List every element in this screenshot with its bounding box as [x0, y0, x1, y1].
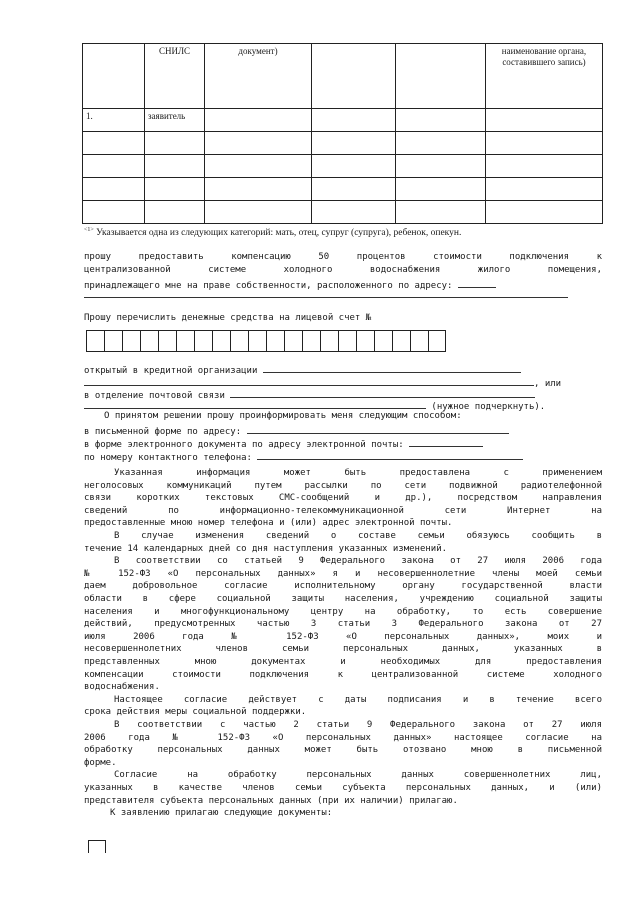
address-field[interactable] — [458, 278, 496, 288]
table-cell[interactable] — [205, 201, 312, 224]
table-cell[interactable] — [486, 109, 603, 132]
table-cell[interactable] — [205, 178, 312, 201]
postal-address-field[interactable] — [247, 424, 509, 434]
table-header-cell: наименование органа, составившего запись) — [486, 44, 603, 109]
account-label: Прошу перечислить денежные средства на лицевой счет № — [84, 313, 372, 323]
notify-written-line — [84, 424, 602, 438]
bank-line — [84, 363, 602, 377]
account-digit-cell[interactable] — [176, 330, 194, 352]
notify-email-line — [84, 437, 602, 451]
post-field-cont[interactable] — [84, 399, 426, 409]
request-line-1: прошу предоставить компенсацию 50 процентов стоимости подключения к — [84, 252, 602, 262]
paragraph-adult-line: представителя субъекта персональных данных (при их наличии) прилагаю. — [84, 795, 458, 806]
account-digit-cell[interactable] — [338, 330, 356, 352]
table-row — [83, 201, 603, 224]
table-cell[interactable] — [396, 132, 486, 155]
footnote-text: Указывается одна из следующих категорий: мать, отец, супруг (супруга), ребенок, опекун. — [96, 228, 462, 239]
or-text: , или — [534, 379, 562, 389]
table-cell[interactable] — [312, 132, 396, 155]
table-cell[interactable] — [486, 201, 603, 224]
paragraph-consent-line: № 152-ФЗ «О персональных данных» я и несовершеннолетние члены моей семьи — [84, 568, 602, 579]
account-digit-cell[interactable] — [122, 330, 140, 352]
paragraph-consent-line: компенсации стоимости подключения к централизованной системе холодного — [84, 669, 602, 680]
table-cell[interactable] — [145, 201, 205, 224]
account-digit-cell[interactable] — [356, 330, 374, 352]
account-digit-cell[interactable] — [374, 330, 392, 352]
paragraph-change-line: течение 14 календарных дней со дня наступления указанных изменений. — [84, 543, 448, 554]
paragraph-consent-line: В соответствии со статьей 9 Федерального закона от 27 июля 2006 года — [114, 556, 602, 567]
notify-phone-label: по номеру контактного телефона: — [84, 453, 252, 463]
table-header-cell — [312, 44, 396, 109]
paragraph-consent-line: населения и многофункциональному центру на обработку, то есть совершение — [84, 606, 602, 617]
table-cell[interactable] — [145, 132, 205, 155]
paragraph-info-line: Указанная информация может быть предоставлена с применением — [114, 468, 602, 478]
table-cell[interactable] — [396, 109, 486, 132]
request-line-3-text: принадлежащего мне на праве собственности, расположенного по адресу: — [84, 281, 453, 291]
table-row — [83, 132, 603, 155]
paragraph-consent-line: действий, предусмотренных частью 3 статьи 3 Федерального закона от 27 — [84, 619, 602, 630]
account-digit-cell[interactable] — [248, 330, 266, 352]
table-cell[interactable] — [145, 155, 205, 178]
account-digit-cell[interactable] — [230, 330, 248, 352]
address-field-line[interactable] — [84, 297, 568, 298]
paragraph-revoke-line: В соответствии с частью 2 статьи 9 Федерального закона от 27 июля — [114, 720, 602, 730]
request-line-3 — [84, 278, 602, 292]
email-field[interactable] — [409, 437, 483, 447]
table-row — [83, 178, 603, 201]
account-digit-cell[interactable] — [194, 330, 212, 352]
paragraph-consent-line: водоснабжения. — [84, 682, 160, 693]
account-digit-cell[interactable] — [104, 330, 122, 352]
notify-email-label: в форме электронного документа по адресу электронной почты: — [84, 440, 404, 450]
table-cell[interactable] — [396, 178, 486, 201]
paragraph-adult-line: Согласие на обработку персональных данных совершеннолетних лиц, — [114, 770, 602, 781]
paragraph-consent-line: июля 2006 года № 152-ФЗ «О персональных данных», моих и — [84, 631, 602, 642]
table-cell[interactable] — [83, 132, 145, 155]
table-cell[interactable] — [312, 109, 396, 132]
notify-phone-line — [84, 450, 602, 464]
paragraph-revoke-line: обработку персональных данных может быть отозвано мною в письменной — [84, 745, 602, 756]
paragraph-change-line: В случае изменения сведений о составе семьи обязуюсь сообщить в — [114, 531, 602, 541]
table-cell[interactable] — [83, 155, 145, 178]
account-digit-cell[interactable] — [86, 330, 104, 352]
table-cell[interactable] — [312, 155, 396, 178]
footnote — [84, 227, 461, 238]
bank-label: открытый в кредитной организации — [84, 366, 258, 376]
account-digit-cell[interactable] — [392, 330, 410, 352]
table-cell[interactable] — [486, 155, 603, 178]
table-header-cell: СНИЛС — [145, 44, 205, 109]
request-line-2: централизованной системе холодного водоснабжения жилого помещения, — [84, 265, 602, 275]
paragraph-validity-line: Настоящее согласие действует с даты подписания и в течение всего — [114, 694, 602, 705]
post-field[interactable] — [230, 388, 535, 398]
account-digit-cell[interactable] — [140, 330, 158, 352]
paragraph-info-line: неголосовых коммуникаций путем рассылки по сети подвижной радиотелефонной — [84, 480, 602, 491]
account-digit-cell[interactable] — [410, 330, 428, 352]
account-digit-cell[interactable] — [212, 330, 230, 352]
paragraph-validity-line: срока действия меры социальной поддержки. — [84, 707, 307, 718]
table-cell[interactable] — [396, 201, 486, 224]
notify-intro: О принятом решении прошу проинформировать меня следующим способом: — [104, 411, 462, 421]
underline-note: (нужное подчеркнуть). — [431, 402, 546, 412]
paragraph-info-line: сведений по информационно-телекоммуникационной сети Интернет на — [84, 505, 602, 516]
paragraph-consent-line: области в сфере социальной защиты населения, учреждению социальной защиты — [84, 594, 602, 604]
table-cell[interactable] — [83, 201, 145, 224]
table-cell[interactable] — [312, 201, 396, 224]
account-digit-cell[interactable] — [302, 330, 320, 352]
attachments-label: К заявлению прилагаю следующие документы: — [110, 808, 333, 819]
table-cell[interactable] — [205, 155, 312, 178]
table-cell[interactable] — [486, 132, 603, 155]
table-header-row — [83, 44, 603, 109]
table-cell[interactable] — [486, 178, 603, 201]
table-cell[interactable] — [396, 155, 486, 178]
table-cell[interactable]: заявитель — [145, 109, 205, 132]
table-header-cell — [83, 44, 145, 109]
phone-field[interactable] — [257, 450, 523, 460]
paragraph-consent-line: несовершеннолетних членов семьи персональных данных, указанных в — [84, 644, 602, 655]
paragraph-consent-line: даем добровольное согласие исполнительному органу государственной власти — [84, 581, 602, 592]
paragraph-info-line: связи коротких текстовых СМС-сообщений и др.), посредством направления — [84, 493, 602, 504]
bank-field[interactable] — [263, 363, 521, 373]
bank-field-cont[interactable] — [84, 376, 534, 386]
table-cell[interactable] — [205, 109, 312, 132]
table-row — [83, 155, 603, 178]
paragraph-revoke-line: форме. — [84, 757, 117, 768]
paragraph-consent-line: представленных мною документах и необходимых для предоставления — [84, 657, 602, 667]
account-digit-cell[interactable] — [284, 330, 302, 352]
account-digit-cell[interactable] — [266, 330, 284, 352]
table-row — [83, 109, 603, 132]
family-members-table — [82, 43, 603, 224]
attachment-checkbox[interactable] — [88, 840, 106, 853]
paragraph-adult-line: указанных в качестве членов семьи субъекта персональных данных, и (или) — [84, 783, 602, 793]
account-digit-cell[interactable] — [158, 330, 176, 352]
account-digit-cell[interactable] — [428, 330, 446, 352]
table-header-cell: документ) — [205, 44, 312, 109]
table-header-cell — [396, 44, 486, 109]
post-label: в отделение почтовой связи — [84, 391, 225, 401]
notify-written-label: в письменной форме по адресу: — [84, 427, 242, 437]
table-cell[interactable] — [205, 132, 312, 155]
account-digit-cell[interactable] — [320, 330, 338, 352]
account-number-cells[interactable] — [86, 330, 446, 352]
paragraph-revoke-line: 2006 года № 152-ФЗ «О персональных данных» настоящее согласие на — [84, 732, 602, 743]
table-cell[interactable] — [83, 178, 145, 201]
table-cell[interactable]: 1. — [83, 109, 145, 132]
table-cell[interactable] — [145, 178, 205, 201]
footnote-mark: <1> — [84, 227, 94, 233]
paragraph-info-line: предоставленные мною номер телефона и (или) адрес электронной почты. — [84, 518, 453, 529]
table-cell[interactable] — [312, 178, 396, 201]
